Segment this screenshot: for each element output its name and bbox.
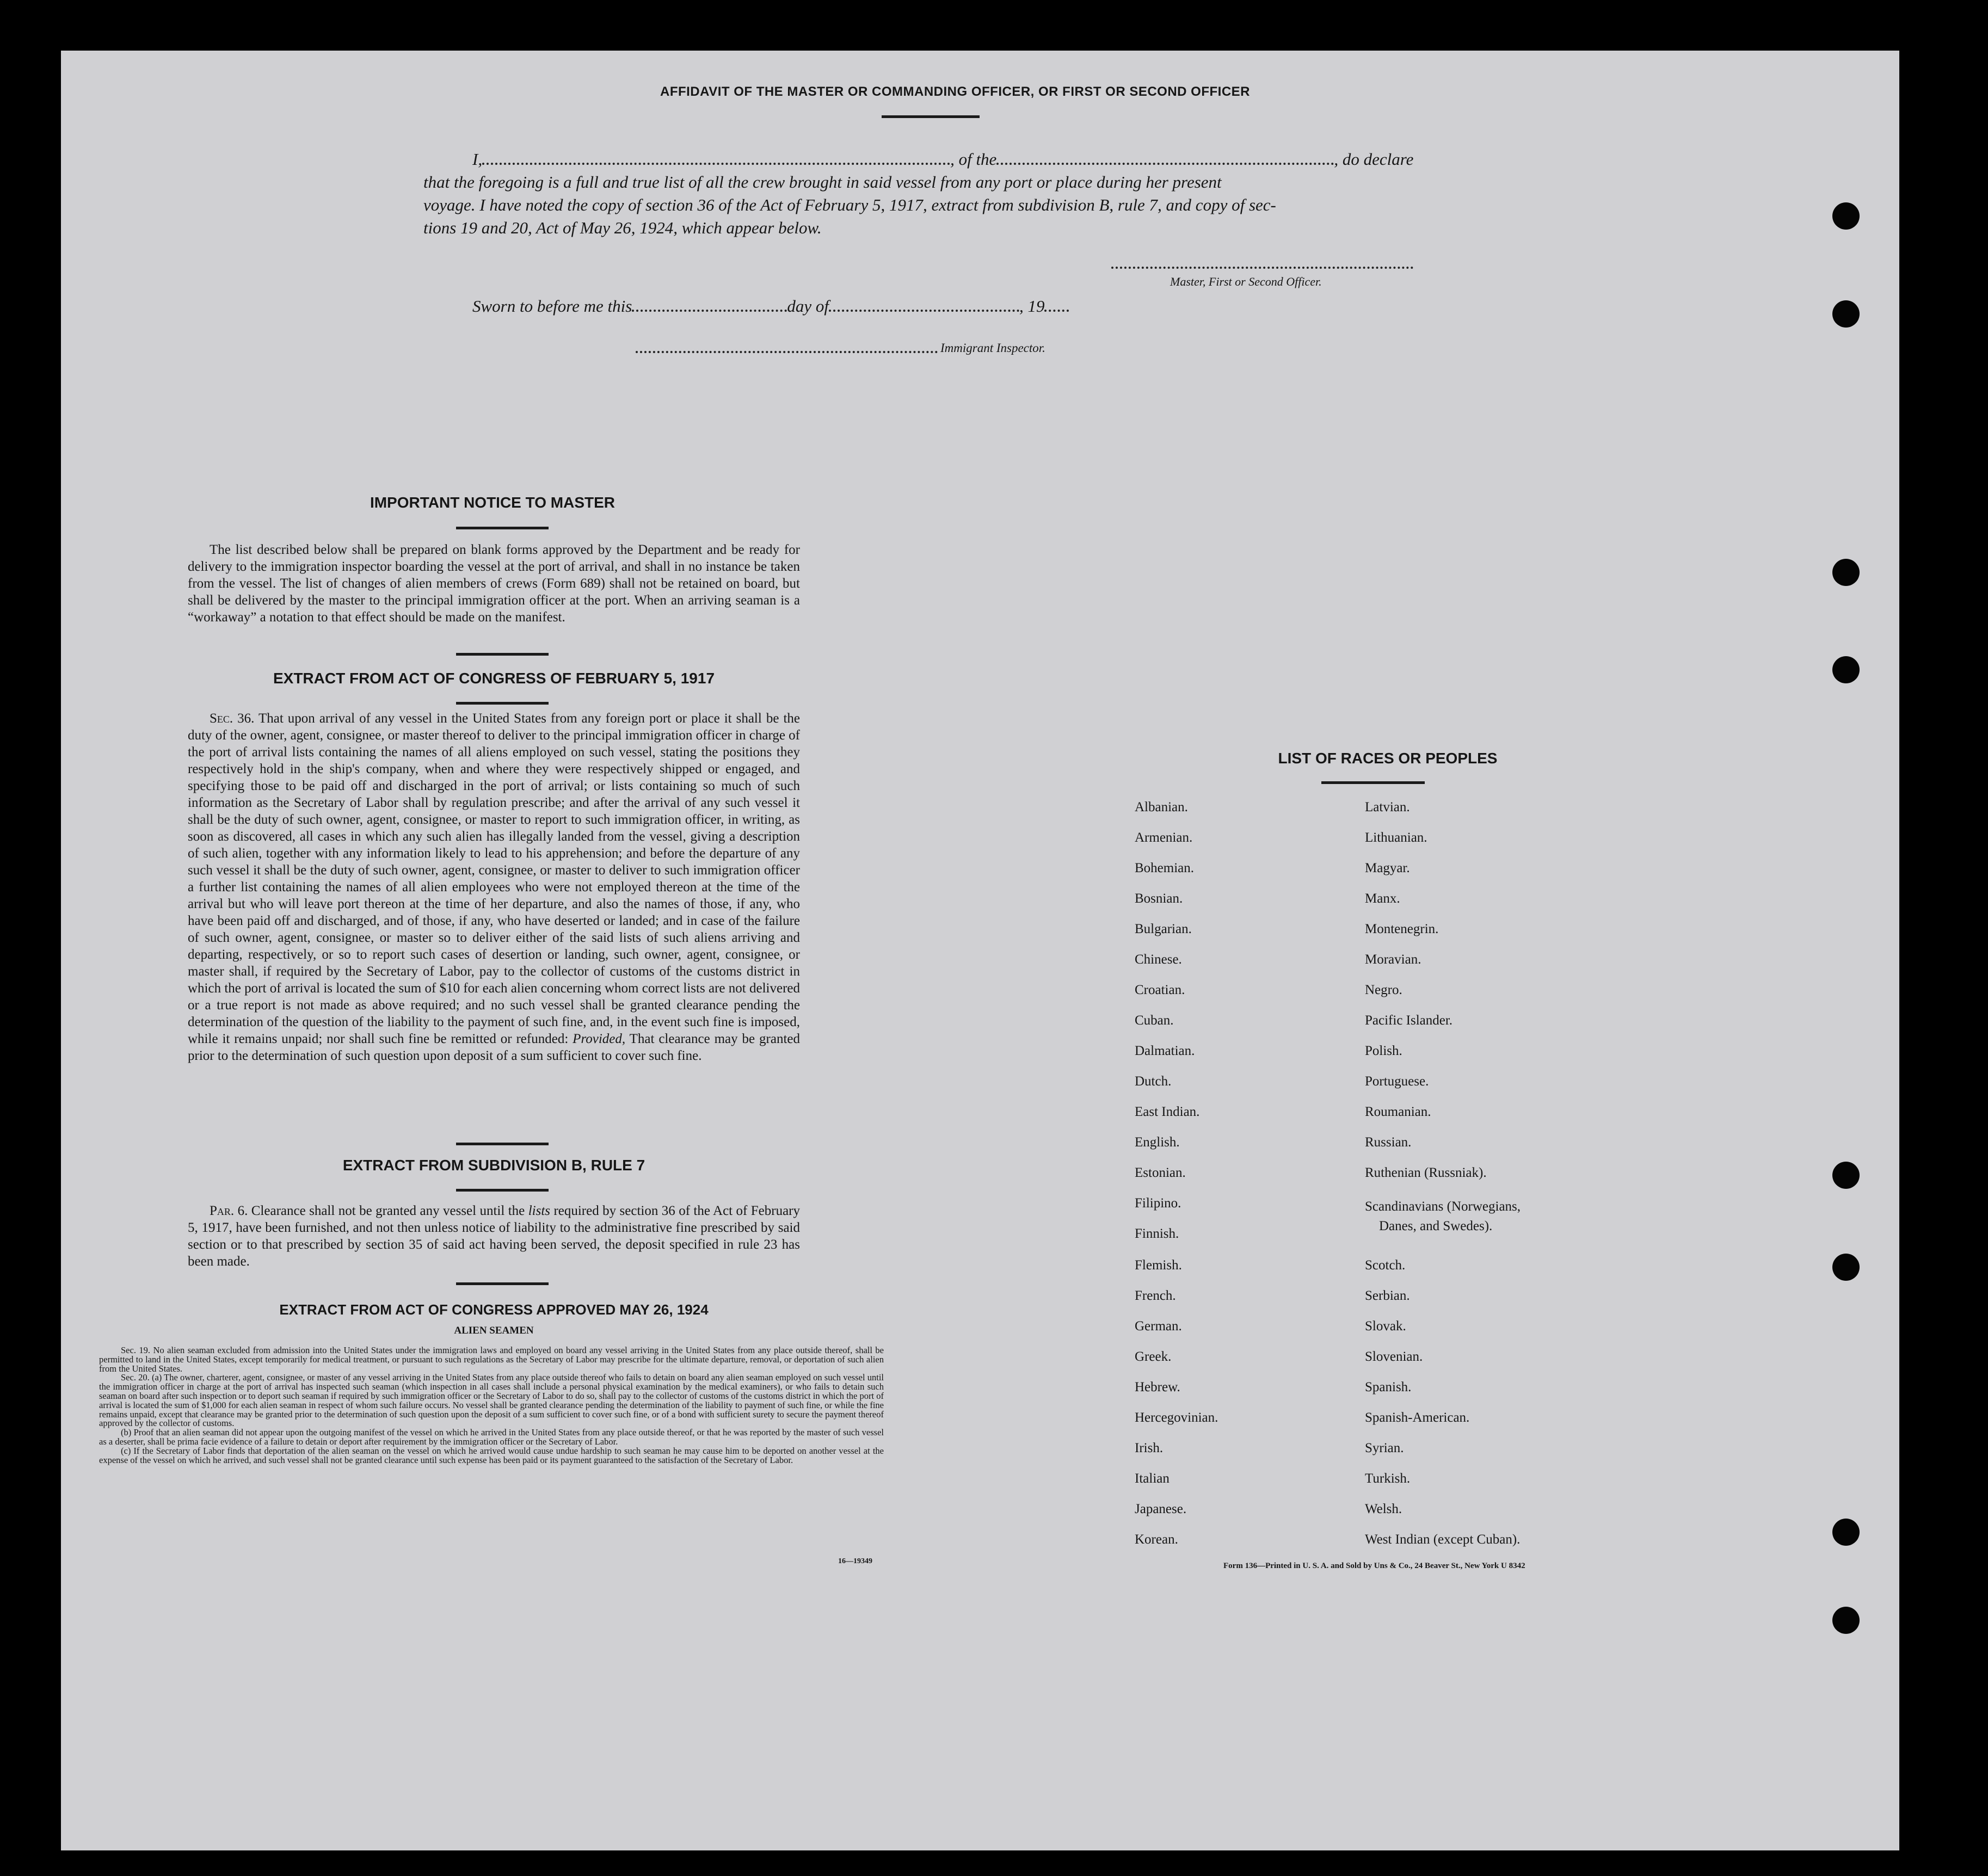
race-left: German. <box>1135 1319 1182 1334</box>
par-6-body-b: required by section 36 of the Act of February 5, 1917, have been furnished, and not then unless notice of liability to the administrative fine prescribed by said section or to that prescribed by section 35 of said act having been served, the deposit specified in rule 23 has been made. <box>188 1204 801 1269</box>
binder-hole <box>1832 1607 1860 1634</box>
heading-rule <box>456 1189 549 1192</box>
race-right: Spanish-American. <box>1365 1410 1470 1425</box>
sec-36-end: That clearance may be granted prior to the determination of such question upon deposit of a sum sufficient to cover such fine. <box>188 1032 800 1063</box>
declaration-line-2: that the foregoing is a full and true list of all the crew brought in said vessel from any port or place during her present <box>423 172 1222 192</box>
day-of-text: day of <box>787 297 829 316</box>
declaration-of-the: , of the <box>950 150 997 169</box>
race-left: Bosnian. <box>1135 891 1183 906</box>
binder-hole <box>1832 1519 1860 1546</box>
race-right: Russian. <box>1365 1135 1412 1150</box>
declaration-declare: , do declare <box>1334 150 1414 169</box>
sec-36-body: That upon arrival of any vessel in the United States from any foreign port or place it shall be the duty of the owner, agent, consignee, or master thereof to deliver to the principal immigration officer in charge of the port of arrival lists containing the names of all aliens employed on such vessel, stating the positions they respectively hold in the ship's company, when and where they were respectively shipped or engaged, and specifying those to be paid off and discharged in the port of arrival; or lists containing so much of such information as the Secretary of Labor shall by regulation prescribe; and after the arrival of any such vessel it shall be the duty of such owner, agent, consignee, or master to report to such immigration officer, in writing, as soon as discovered, all cases in which any such alien has illegally landed from the vessel, giving a description of such alien, together with any information likely to lead to his apprehension; and before the departure of any such vessel it shall be the duty of such owner, agent, consignee, or master to deliver to such immigration officer a further list containing the names of all alien employees who were not employed thereon at the time of the arrival but who will leave port thereon at the time of her departure, and also the names of those, if any, who have been paid off and discharged, and of those, if any, who have deserted or landed; and in case of the failure of such owner, agent, consignee, or master so to deliver either of the said lists of such aliens arriving and departing, respectively, or so to report such cases of desertion or landing, such owner, agent, consignee, or master shall, if required by the Secretary of Labor, pay to the collector of customs of the customs district in which the port of arrival is located the sum of $10 for each alien concerning whom correct lists are not delivered or a true report is not made as above required; and no such vessel shall be granted clearance pending the determination of the question of the liability to the payment of such fine, and, in the event such fine is imposed, while it remains unpaid; nor shall such fine be remitted or refunded: <box>188 711 800 1046</box>
master-caption: Master, First or Second Officer. <box>1170 275 1322 288</box>
race-left: Greek. <box>1135 1349 1172 1364</box>
heading-rule <box>456 527 549 529</box>
binder-hole <box>1832 1162 1860 1189</box>
race-left: Hebrew. <box>1135 1380 1180 1394</box>
race-left: Armenian. <box>1135 830 1193 845</box>
extract-1917-heading: EXTRACT FROM ACT OF CONGRESS OF FEBRUARY 5, 1917 <box>273 670 715 687</box>
race-left: Finnish. <box>1135 1226 1179 1241</box>
day-blank[interactable] <box>632 310 787 312</box>
year-blank[interactable] <box>1044 310 1069 312</box>
form-number: 16—19349 <box>838 1557 872 1565</box>
par-6-body-a: Clearance shall not be granted any vessel until the <box>251 1204 525 1218</box>
race-right: Serbian. <box>1365 1288 1410 1303</box>
sec-19-body: Sec. 19. No alien seaman excluded from admission into the United States under the immigration laws and employed on board any vessel arriving in the United States from any place outside thereof, shall be permitted to land in the United States, except temporarily for medical treatment, or pursuant to such regulations as the Secretary of Labor may prescribe for the ultimate departure, removal, or deportation of such alien from the United States. <box>99 1345 884 1374</box>
race-left: Hercegovinian. <box>1135 1410 1218 1425</box>
master-signature-line[interactable] <box>1111 267 1413 269</box>
declaration-line-4: tions 19 and 20, Act of May 26, 1924, which appear below. <box>423 218 822 237</box>
provided-word: Provided, <box>573 1032 626 1046</box>
declaration-i: I, <box>472 150 483 169</box>
race-right: Lithuanian. <box>1365 830 1427 845</box>
race-left: Dutch. <box>1135 1074 1172 1089</box>
heading-rule <box>1321 781 1425 784</box>
sec-20a-body: Sec. 20. (a) The owner, charterer, agent, consignee, or master of any vessel arriving in the United States from any place outside thereof who fails to detain on board any alien seaman employed on such vessel until the immigration officer in charge at the port of arrival has inspected such seaman (which inspection in all cases shall include a personal physical examination by the medical examiners), or who fails to detain such seaman on board after such inspection or to deport such seaman if required by such immigration officer or the Secretary of Labor to do so, shall pay to the collector of customs of the customs district in which the port of arrival is located the sum of $1,000 for each alien seaman in respect of whom such failure occurs. No vessel shall be granted clearance pending the determination of the liability to payment of such fine, or while the fine remains unpaid, except that clearance may be granted prior to the determination of such question upon the deposit of a sum sufficient to cover such fine, or of a bond with sufficient surety to secure the payment thereof approved by the collector of customs. <box>99 1372 884 1429</box>
race-left: Albanian. <box>1135 800 1188 814</box>
notice-body: The list described below shall be prepared on blank forms approved by the Department and be ready for delivery to the immigration inspector boarding the vessel at the port of arrival, and shall in no instance be taken from the vessel. The list of changes of alien members of crews (Form 689) shall not be retained on board, but shall be delivered by the master to the principal immigration officer at the port. When an arriving seaman is a “workaway” a notation to that effect should be made on the manifest. <box>188 542 800 625</box>
race-right: West Indian (except Cuban). <box>1365 1532 1521 1547</box>
race-left: French. <box>1135 1288 1176 1303</box>
race-right: Pacific Islander. <box>1365 1013 1453 1028</box>
race-right: Montenegrin. <box>1365 922 1439 936</box>
race-left: Flemish. <box>1135 1258 1182 1273</box>
sec-20b-body: (b) Proof that an alien seaman did not appear upon the outgoing manifest of the vessel on which he arrived in the United States from any place outside thereof, or that he was reported by the master of such vessel as a deserter, shall be prima facie evidence of a failure to detain or deport after requirement by the immigration officer or the Secretary of Labor. <box>99 1427 884 1447</box>
notice-text <box>188 541 800 626</box>
extract-1924-text <box>99 1346 884 1465</box>
race-right: Moravian. <box>1365 952 1421 967</box>
race-right: Spanish. <box>1365 1380 1412 1394</box>
binder-hole <box>1832 656 1860 683</box>
binder-hole <box>1832 1254 1860 1281</box>
race-left: Croatian. <box>1135 983 1185 997</box>
section-rule <box>456 653 549 656</box>
par-6-label: Par. 6. <box>210 1204 248 1218</box>
vessel-blank[interactable] <box>996 163 1334 165</box>
race-left: Bulgarian. <box>1135 922 1192 936</box>
race-right: Magyar. <box>1365 861 1410 875</box>
race-left: Italian <box>1135 1471 1170 1486</box>
race-left: Irish. <box>1135 1441 1164 1455</box>
declaration-line-3: voyage. I have noted the copy of section 36 of the Act of February 5, 1917, extract from subdivision B, rule 7, and copy of sec- <box>423 195 1276 214</box>
race-right: Portuguese. <box>1365 1074 1429 1089</box>
race-right: Syrian. <box>1365 1441 1404 1455</box>
binder-hole <box>1832 202 1860 230</box>
inspector-caption: Immigrant Inspector. <box>940 341 1045 355</box>
sec-36-label: Sec. 36. <box>210 711 255 726</box>
section-rule <box>456 1143 549 1145</box>
race-right: Welsh. <box>1365 1502 1402 1516</box>
race-left: Estonian. <box>1135 1165 1186 1180</box>
sworn-line <box>472 295 1069 318</box>
name-blank[interactable] <box>482 163 950 165</box>
race-left: Japanese. <box>1135 1502 1187 1516</box>
binder-hole <box>1832 300 1860 328</box>
race-right: Turkish. <box>1365 1471 1411 1486</box>
affidavit-heading: AFFIDAVIT OF THE MASTER OR COMMANDING OFFICER, OR FIRST OR SECOND OFFICER <box>660 84 1251 99</box>
race-left: Dalmatian. <box>1135 1044 1195 1058</box>
race-right: Scotch. <box>1365 1258 1406 1273</box>
race-left: East Indian. <box>1135 1104 1200 1119</box>
race-right: Slovenian. <box>1365 1349 1423 1364</box>
binder-hole <box>1832 559 1860 586</box>
race-left: English. <box>1135 1135 1180 1150</box>
declaration-line-1 <box>472 148 1413 171</box>
rule7-heading: EXTRACT FROM SUBDIVISION B, RULE 7 <box>342 1157 645 1174</box>
race-right: Negro. <box>1365 983 1402 997</box>
race-left: Chinese. <box>1135 952 1182 967</box>
race-left: Korean. <box>1135 1532 1178 1547</box>
race-left: Cuban. <box>1135 1013 1174 1028</box>
notice-heading: IMPORTANT NOTICE TO MASTER <box>370 494 616 511</box>
heading-rule <box>456 702 549 705</box>
race-right: Manx. <box>1365 891 1400 906</box>
race-right: Latvian. <box>1365 800 1410 814</box>
race-left: Bohemian. <box>1135 861 1195 875</box>
races-heading: LIST OF RACES OR PEOPLES <box>1278 750 1498 767</box>
race-right: Polish. <box>1365 1044 1402 1058</box>
month-blank[interactable] <box>829 310 1019 312</box>
extract-1917-text <box>188 710 800 1064</box>
race-right: Scandinavians (Norwegians, <box>1365 1199 1521 1214</box>
heading-rule <box>882 115 980 118</box>
inspector-signature-line[interactable] <box>636 351 938 353</box>
race-left: Filipino. <box>1135 1196 1181 1211</box>
alien-seamen-subheading: ALIEN SEAMEN <box>454 1325 534 1336</box>
race-right: Danes, and Swedes). <box>1379 1219 1493 1233</box>
year-prefix: , 19 <box>1019 297 1045 316</box>
race-right: Ruthenian (Russniak). <box>1365 1165 1487 1180</box>
rule7-text <box>188 1202 800 1270</box>
section-rule <box>456 1282 549 1285</box>
printer-imprint: Form 136—Printed in U. S. A. and Sold by Uns & Co., 24 Beaver St., New York U 8342 <box>1223 1562 1525 1570</box>
sworn-text: Sworn to before me this <box>472 297 632 316</box>
race-right: Slovak. <box>1365 1319 1406 1334</box>
sec-20c-body: (c) If the Secretary of Labor finds that deportation of the alien seaman on the vessel on which he arrived would cause undue hardship to such seaman he may cause him to be deported on another vessel at the expense of the vessel on which he arrived, and such vessel shall not be granted clearance until such expense has been paid or its payment guaranteed to the satisfaction of the Secretary of Labor. <box>99 1445 884 1465</box>
lists-word: lists <box>528 1204 551 1218</box>
race-right: Roumanian. <box>1365 1104 1431 1119</box>
extract-1924-heading: EXTRACT FROM ACT OF CONGRESS APPROVED MAY 26, 1924 <box>279 1301 709 1318</box>
